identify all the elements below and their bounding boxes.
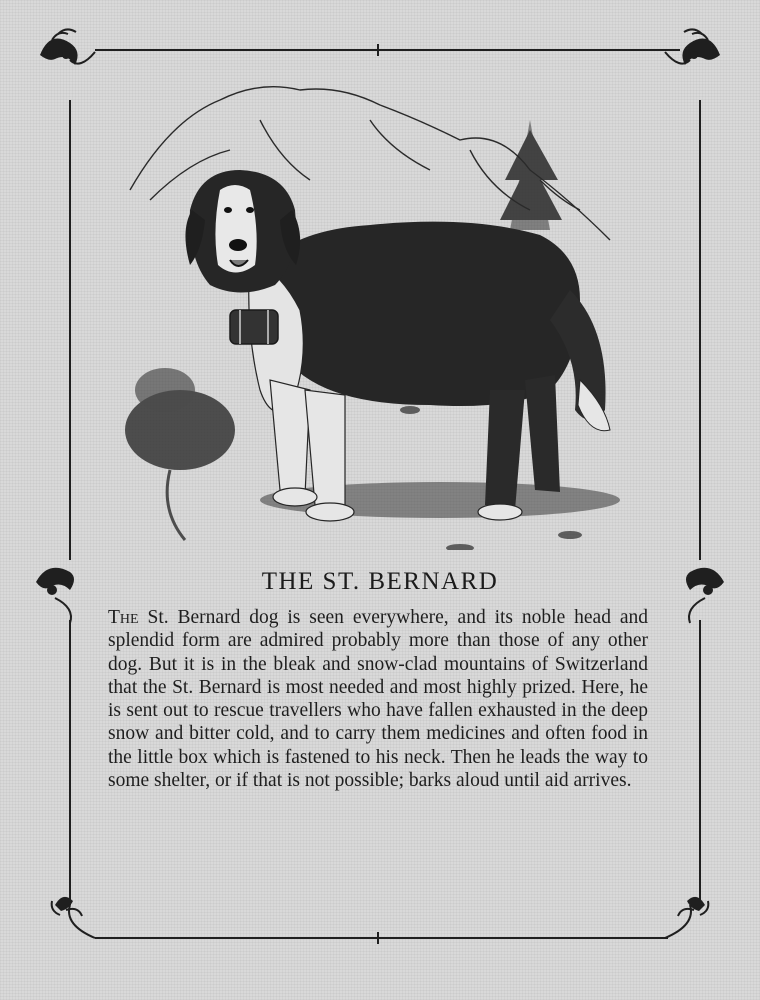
corner-ornament-bottom-right	[665, 897, 708, 938]
st-bernard-illustration	[110, 60, 650, 550]
corner-ornament-bottom-left	[52, 897, 95, 938]
article-body-text: St. Bernard dog is seen everywhere, and its noble head and splendid form are admired probably more than those of any other dog. But it is in the bleak and snow-clad mountains of Switzerland that the St. Bernard is most needed and most highly prized. Here, he is sent out to rescue travellers who have fallen exhausted in the deep snow and bitter cold, and to carry them medicines and often food in the little box which is fastened to his neck. Then he leads the way to some shelter, or if that is not possible; barks aloud until aid arrives.	[108, 607, 648, 792]
corner-ornament-top-left	[40, 29, 95, 65]
article-lead-word: The	[108, 607, 139, 628]
article-title: THE ST. BERNARD	[261, 568, 499, 595]
corner-ornament-top-right	[665, 29, 720, 65]
pine-tree	[500, 120, 562, 230]
neck-barrel	[230, 310, 278, 344]
bushes-left	[125, 368, 235, 540]
article-body	[108, 606, 648, 792]
